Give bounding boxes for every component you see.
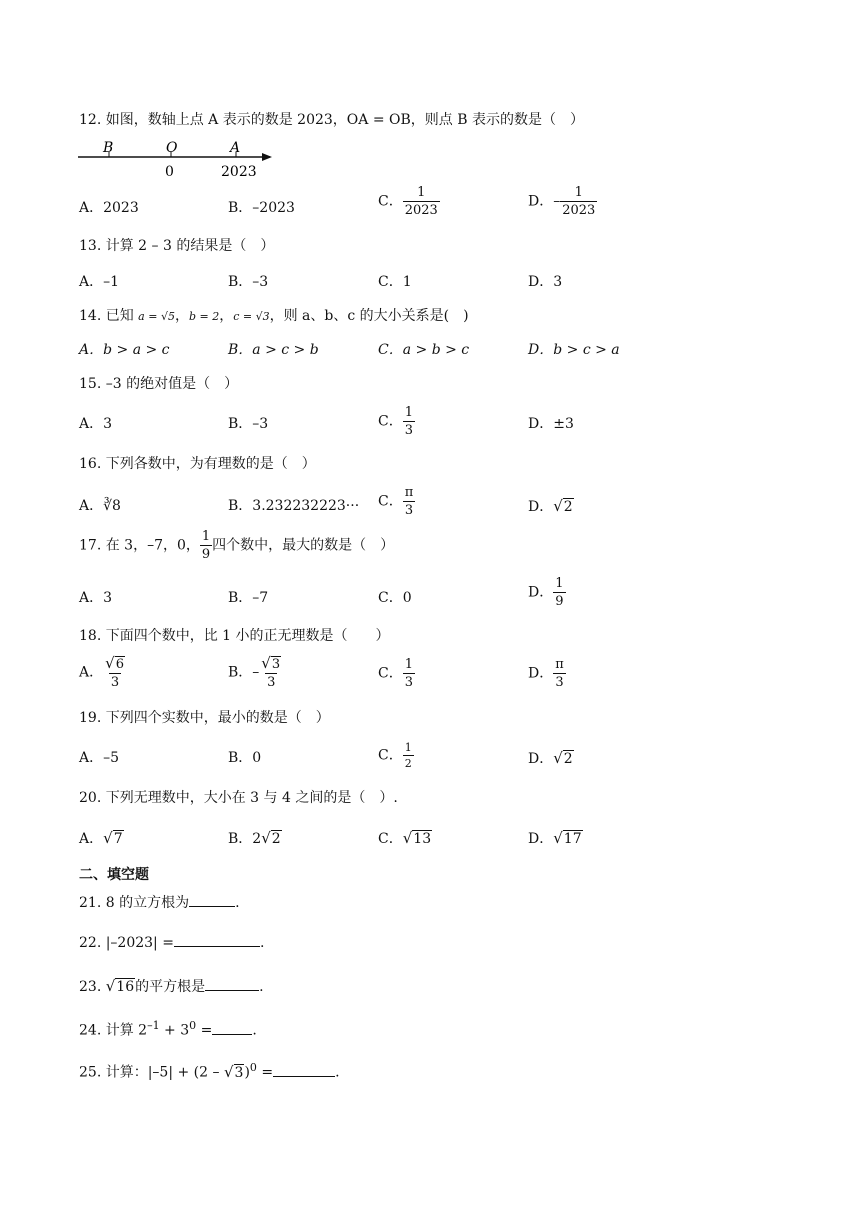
q15-option-d: D．±3 [528, 416, 574, 432]
q16-option-a: A．∛8 [79, 498, 121, 514]
fraction [403, 658, 415, 689]
question-14-stem: 14. 已知 a = √5，b = 2，c = √3，则 a、b、c 的大小关系是( ) [79, 308, 469, 324]
numerator: 1 [201, 529, 211, 544]
q15-option-c [378, 406, 415, 437]
numerator [259, 656, 283, 673]
square-root: √16 [105, 977, 135, 995]
q19-option-c [378, 742, 414, 769]
fraction [403, 486, 416, 517]
q24-stem: 24. 计算 2 [79, 1022, 148, 1039]
fraction [200, 530, 212, 561]
numerator: 1 [404, 741, 412, 754]
denominator: 9 [555, 594, 564, 609]
numerator: 1 [574, 185, 583, 200]
q21-end: . [235, 895, 240, 911]
exponent: 0 [249, 1061, 257, 1074]
square-root: √2 [553, 497, 573, 515]
square-root: √2 [261, 829, 281, 847]
fraction [103, 656, 127, 689]
q20-d-prefix: D． [528, 831, 554, 847]
q20-option-a [79, 828, 124, 849]
q17-option-b: B．–7 [228, 590, 269, 606]
square-root: √7 [103, 829, 123, 847]
q12-d-prefix: D．– [528, 193, 561, 210]
denominator: 3 [267, 675, 276, 690]
answer-blank[interactable] [174, 932, 260, 947]
answer-blank[interactable] [273, 1062, 335, 1077]
q20-b-prefix: B．2 [228, 831, 262, 847]
q12-option-a: A．2023 [79, 200, 139, 216]
label-b: B [103, 140, 114, 156]
q17-stem-suffix: 四个数中，最大的数是（ ） [212, 537, 395, 554]
q23-end: . [259, 979, 264, 995]
question-16-stem: 16. 下列各数中，为有理数的是（ ） [79, 456, 316, 472]
q25-close-paren: ) [244, 1064, 250, 1081]
q14-a-def: a = √5 [138, 310, 175, 323]
tick-label-0: 0 [165, 164, 174, 180]
q14-b-def: b = 2 [188, 310, 220, 323]
q15-option-a: A．3 [79, 416, 113, 432]
number-line-figure [76, 138, 280, 184]
q18-b-prefix: B．– [228, 664, 260, 681]
q17-option-c: C．0 [378, 590, 412, 606]
q16-option-c [378, 486, 415, 517]
q12-c-prefix: C． [378, 193, 403, 210]
numerator: π [404, 485, 414, 500]
question-23 [79, 976, 264, 997]
q17-stem-prefix: 17. 在 3，–7，0， [79, 537, 200, 554]
fraction [403, 406, 415, 437]
q18-d-prefix: D． [528, 665, 554, 682]
q24-mid: + 3 [159, 1022, 190, 1039]
square-root: √13 [402, 829, 432, 847]
q13-option-d: D．3 [528, 274, 563, 290]
fraction [553, 658, 566, 689]
fraction [553, 577, 565, 608]
question-19-stem: 19. 下列四个实数中，最小的数是（ ） [79, 710, 330, 726]
q14-stem-prefix: 14. 已知 [79, 308, 134, 324]
q16-option-d [528, 496, 574, 517]
q13-option-b: B．–3 [228, 274, 269, 290]
numerator: 1 [417, 185, 426, 200]
exponent: 0 [189, 1019, 197, 1032]
radicand: 13 [413, 831, 432, 847]
question-17-stem [79, 530, 394, 561]
q14-option-a: A．b > a > c [79, 342, 170, 358]
q14-stem-suffix: ，则 a、b、c 的大小关系是( ) [269, 308, 469, 324]
question-15-stem: 15. –3 的绝对值是（ ） [79, 376, 239, 392]
denominator: 3 [404, 423, 413, 438]
question-13-stem: 13. 计算 2 – 3 的结果是（ ） [79, 238, 275, 254]
question-22 [79, 932, 264, 953]
tick-label-2023: 2023 [221, 164, 257, 180]
fraction [259, 656, 283, 689]
q23-stem: 的平方根是 [135, 979, 206, 995]
q16-option-b: B．3.232232223··· [228, 498, 360, 514]
denominator: 2023 [562, 203, 596, 218]
q14-option-c: C．a > b > c [378, 342, 470, 358]
radicand: 3 [234, 1064, 244, 1081]
fraction [403, 186, 440, 217]
denominator: 9 [201, 547, 211, 562]
question-21 [79, 892, 240, 913]
denominator: 2023 [404, 203, 438, 218]
square-root: √3 [223, 1062, 244, 1081]
square-root: √3 [261, 654, 281, 672]
radicand: 17 [563, 831, 582, 847]
radicand: 2 [563, 751, 573, 767]
label-a: A [230, 140, 241, 156]
q17-option-d [528, 577, 566, 608]
q18-option-a [79, 656, 127, 689]
square-root: √17 [553, 829, 582, 847]
q21-stem: 21. 8 的立方根为 [79, 895, 190, 911]
radicand: 2 [563, 499, 573, 515]
radicand: 16 [116, 979, 135, 995]
q17-d-prefix: D． [528, 584, 554, 601]
answer-blank[interactable] [205, 976, 259, 991]
q18-option-b [228, 656, 283, 689]
radicand: 6 [115, 657, 124, 672]
q15-option-b: B．–3 [228, 416, 269, 432]
numerator: 1 [555, 576, 564, 591]
question-25 [79, 1058, 340, 1083]
q18-a-prefix: A． [79, 664, 104, 681]
answer-blank[interactable] [212, 1020, 252, 1035]
q23-prefix: 23. [79, 979, 106, 995]
q25-equals: = [256, 1064, 274, 1081]
label-o: O [166, 140, 178, 156]
q14-c-def: c = √3 [233, 310, 270, 323]
q16-c-prefix: C． [378, 493, 403, 510]
fraction [560, 186, 597, 217]
q14-option-d: D．b > c > a [528, 342, 620, 358]
q20-a-prefix: A． [79, 831, 104, 847]
q19-d-prefix: D． [528, 751, 554, 767]
denominator: 3 [110, 675, 120, 690]
numerator: π [555, 657, 564, 672]
q16-d-prefix: D． [528, 499, 554, 515]
numerator: 1 [404, 405, 413, 420]
numerator: 1 [404, 657, 413, 672]
q22-end: . [259, 935, 265, 951]
exponent: –1 [147, 1019, 160, 1032]
fraction [403, 742, 414, 769]
radicand: 3 [271, 657, 281, 672]
number-line-arrow [262, 153, 272, 161]
question-20-stem: 20. 下列无理数中，大小在 3 与 4 之间的是（ ）. [79, 790, 398, 806]
denominator: 3 [555, 675, 564, 690]
square-root: √6 [105, 654, 124, 672]
q22-stem: 22. |–2023| = [79, 935, 174, 951]
q20-option-d [528, 828, 583, 849]
q19-option-a: A．–5 [79, 750, 120, 766]
q18-option-d [528, 658, 566, 689]
q20-option-c [378, 828, 432, 849]
question-12-stem: 12. 如图，数轴上点 A 表示的数是 2023，OA = OB，则点 B 表示的数是（ ） [79, 112, 584, 128]
q19-option-d [528, 748, 574, 769]
section-heading-fill-in: 二、填空题 [79, 867, 149, 883]
q19-c-prefix: C． [378, 747, 403, 764]
q12-option-b: B．–2023 [228, 200, 295, 216]
q24-equals: = [196, 1022, 213, 1039]
question-24 [79, 1016, 257, 1041]
q25-stem: 25. 计算：|–5| + (2 – [79, 1064, 224, 1081]
q15-c-prefix: C． [378, 413, 403, 430]
q12-option-c [378, 186, 440, 217]
answer-blank[interactable] [189, 892, 235, 907]
denominator: 2 [404, 757, 412, 770]
q20-c-prefix: C． [378, 831, 403, 847]
q18-option-c [378, 658, 415, 689]
q20-option-b [228, 828, 282, 849]
q19-option-b: B．0 [228, 750, 262, 766]
denominator: 3 [404, 675, 413, 690]
q14-option-b: B．a > c > b [228, 342, 319, 358]
radicand: 7 [113, 831, 123, 847]
numerator [103, 656, 127, 673]
q12-option-d [528, 186, 597, 217]
radicand: 2 [271, 831, 281, 847]
q24-end: . [252, 1022, 257, 1039]
q18-c-prefix: C． [378, 665, 403, 682]
question-18-stem: 18. 下面四个数中，比 1 小的正无理数是（ ） [79, 628, 390, 644]
square-root: √2 [553, 749, 573, 767]
q13-option-a: A．–1 [79, 274, 120, 290]
q17-option-a: A．3 [79, 590, 113, 606]
q13-option-c: C．1 [378, 274, 412, 290]
q25-end: . [335, 1064, 340, 1081]
denominator: 3 [404, 503, 414, 518]
